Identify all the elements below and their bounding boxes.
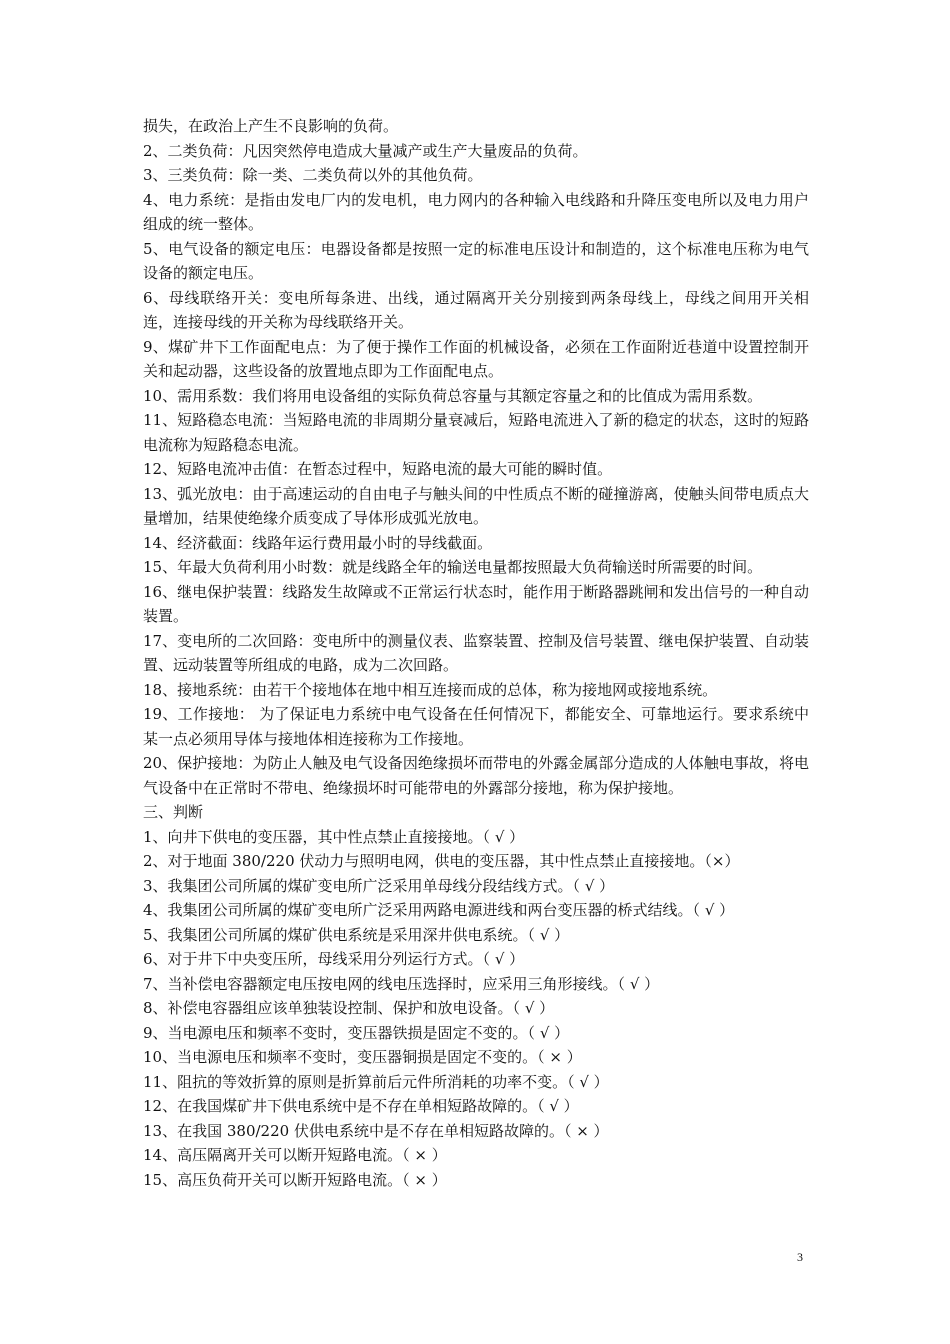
definition-item: 19、工作接地： 为了保证电力系统中电气设备在任何情况下，都能安全、可靠地运行。要求系统中某一点必须用导体与接地体相连接称为工作接地。 [143, 705, 809, 748]
definition-item: 3、三类负荷：除一类、二类负荷以外的其他负荷。 [143, 166, 483, 184]
definition-item: 4、电力系统：是指由发电厂内的发电机，电力网内的各种输入电线路和升降压变电所以及电力用户组成的统一整体。 [143, 190, 809, 233]
definition-item: 16、继电保护装置：线路发生故障或不正常运行状态时，能作用于断路器跳闸和发出信号的一种自动装置。 [143, 582, 809, 625]
definition-item: 2、二类负荷：凡因突然停电造成大量减产或生产大量废品的负荷。 [143, 141, 588, 160]
judgment-item: 12、在我国煤矿井下供电系统中是不存在单相短路故障的。（ √ ） [143, 1097, 579, 1115]
page-number: 3 [797, 1250, 803, 1264]
definition-item: 18、接地系统：由若干个接地体在地中相互连接而成的总体，称为接地网或接地系统。 [143, 680, 718, 699]
definition-item: 14、经济截面：线路年运行费用最小时的导线截面。 [143, 533, 493, 552]
definition-item: 12、短路电流冲击值：在暂态过程中，短路电流的最大可能的瞬时值。 [143, 460, 613, 478]
judgment-item: 4、我集团公司所属的煤矿变电所广泛采用两路电源进线和两台变压器的桥式结线。（ √ ） [143, 901, 735, 919]
definition-item: 17、变电所的二次回路：变电所中的测量仪表、监察装置、控制及信号装置、继电保护装置、自动装置、远动装置等所组成的电路，成为二次回路。 [143, 631, 809, 674]
judgment-item: 7、当补偿电容器额定电压按电网的线电压选择时，应采用三角形接线。（ √ ） [143, 974, 660, 993]
definition-item: 15、年最大负荷利用小时数：就是线路全年的输送电量都按照最大负荷输送时所需要的时间。 [143, 558, 763, 576]
judgment-item: 3、我集团公司所属的煤矿变电所广泛采用单母线分段结线方式。（ √ ） [143, 876, 615, 895]
judgment-item: 1、向井下供电的变压器，其中性点禁止直接接地。（ √ ） [143, 827, 525, 846]
judgment-item: 10、当电源电压和频率不变时，变压器铜损是固定不变的。（ × ） [143, 1048, 582, 1066]
judgment-item: 6、对于井下中央变压所，母线采用分列运行方式。（ √ ） [143, 950, 525, 968]
judgment-item: 8、补偿电容器组应该单独装设控制、保护和放电设备。（ √ ） [143, 999, 555, 1017]
definition-item: 10、需用系数：我们将用电设备组的实际负荷总容量与其额定容量之和的比值成为需用系数。 [143, 386, 763, 405]
definition-item: 9、煤矿井下工作面配电点：为了便于操作工作面的机械设备，必须在工作面附近巷道中设置控制开关和起动器，这些设备的放置地点即为工作面配电点。 [143, 337, 809, 380]
judgment-item: 11、阻抗的等效折算的原则是折算前后元件所消耗的功率不变。（ √ ） [143, 1072, 609, 1091]
judgment-item: 13、在我国 380/220 伏供电系统中是不存在单相短路故障的。（ × ） [143, 1121, 609, 1140]
document-body [143, 114, 809, 1192]
definition-item: 11、短路稳态电流：当短路电流的非周期分量衰减后，短路电流进入了新的稳定的状态，这时的短路电流称为短路稳态电流。 [143, 411, 809, 454]
section-heading: 三、判断 [143, 803, 204, 821]
judgment-item: 14、高压隔离开关可以断开短路电流。（ × ） [143, 1146, 447, 1164]
definition-item: 6、母线联络开关：变电所每条进、出线，通过隔离开关分别接到两条母线上，母线之间用开关相连，连接母线的开关称为母线联络开关。 [143, 288, 809, 331]
definition-item: 损失，在政治上产生不良影响的负荷。 [143, 117, 399, 135]
definition-item: 13、弧光放电：由于高速运动的自由电子与触头间的中性质点不断的碰撞游离，使触头间带电质点大量增加，结果使绝缘介质变成了导体形成弧光放电。 [143, 484, 809, 527]
judgment-item: 5、我集团公司所属的煤矿供电系统是采用深井供电系统。（ √ ） [143, 925, 570, 944]
judgment-item: 15、高压负荷开关可以断开短路电流。（ × ） [143, 1170, 447, 1189]
definition-item: 20、保护接地：为防止人触及电气设备因绝缘损坏而带电的外露金属部分造成的人体触电事故，将电气设备中在正常时不带电、绝缘损坏时可能带电的外露部分接地，称为保护接地。 [143, 754, 809, 797]
definition-item: 5、电气设备的额定电压：电器设备都是按照一定的标准电压设计和制造的，这个标准电压称为电气设备的额定电压。 [143, 239, 809, 282]
judgment-item: 2、对于地面 380/220 伏动力与照明电网，供电的变压器，其中性点禁止直接接地。（×） [143, 852, 740, 870]
judgment-item: 9、当电源电压和频率不变时，变压器铁损是固定不变的。（ √ ） [143, 1023, 570, 1042]
